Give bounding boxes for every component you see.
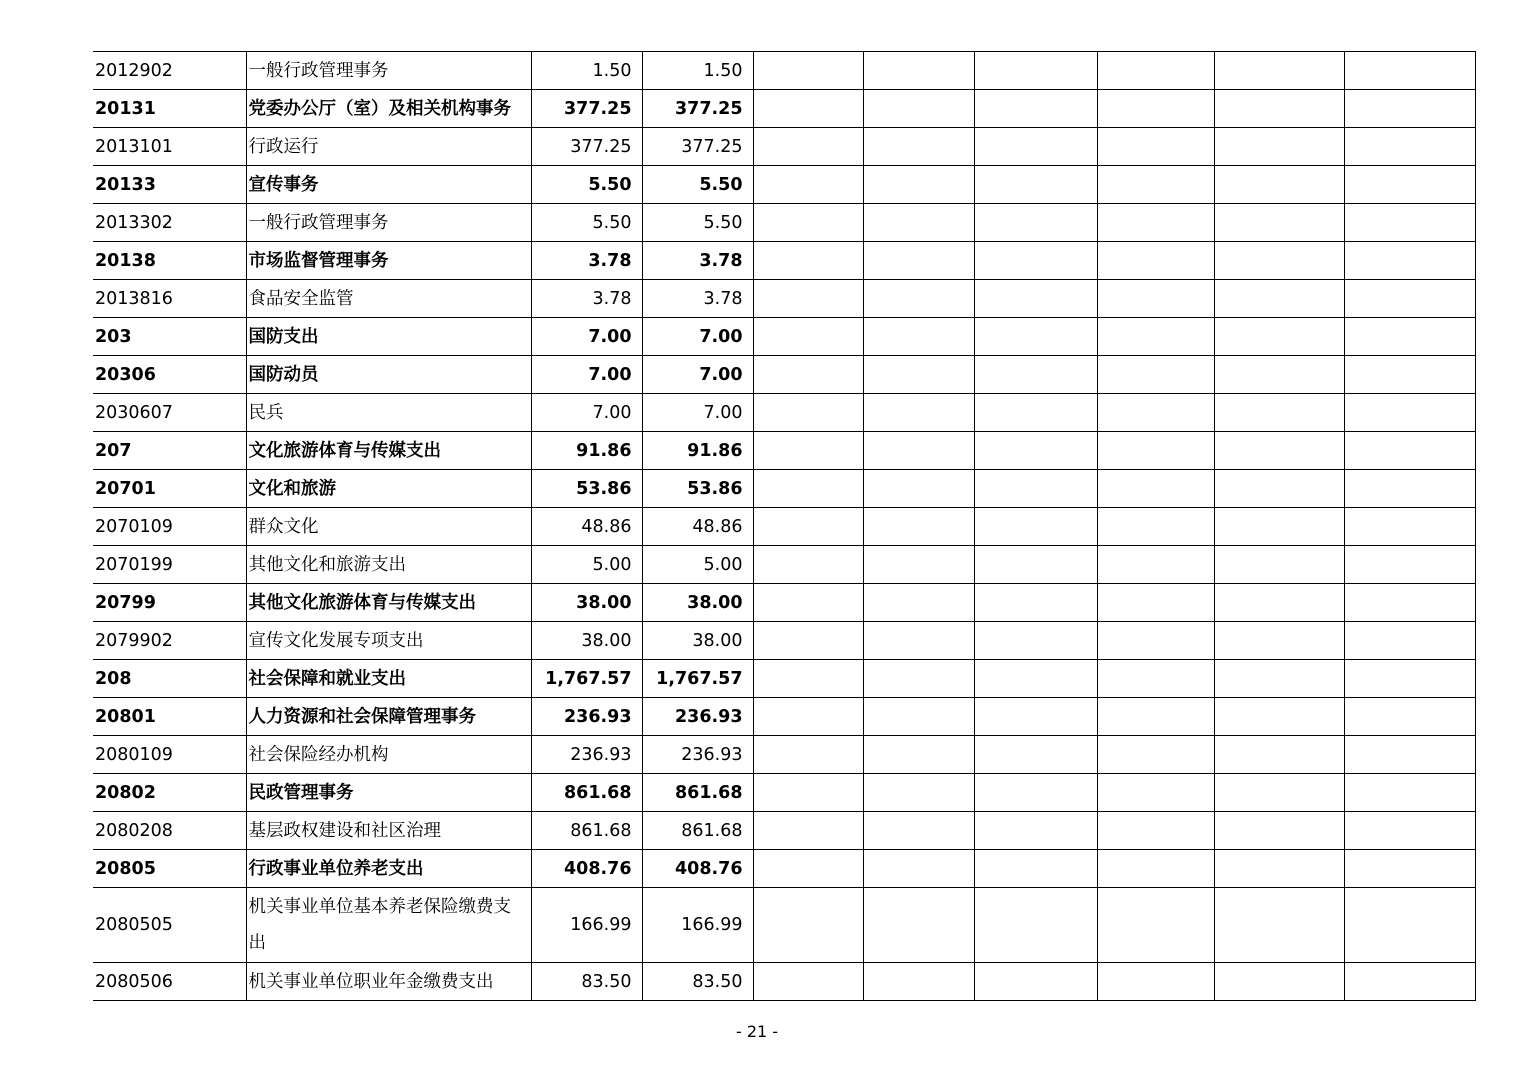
empty-cell <box>1344 394 1475 432</box>
empty-cell <box>863 204 974 242</box>
empty-cell <box>1097 242 1214 280</box>
empty-cell <box>863 546 974 584</box>
amount-cell: 7.00 <box>531 356 642 394</box>
name-cell: 基层政权建设和社区治理 <box>246 812 531 850</box>
table-row <box>93 280 1475 318</box>
empty-cell <box>974 204 1097 242</box>
empty-cell <box>863 508 974 546</box>
table-row <box>93 394 1475 432</box>
empty-cell <box>1344 432 1475 470</box>
empty-cell <box>1097 128 1214 166</box>
empty-cell <box>1344 698 1475 736</box>
amount-cell: 377.25 <box>642 128 753 166</box>
empty-cell <box>1344 850 1475 888</box>
empty-cell <box>753 394 863 432</box>
table-row <box>93 470 1475 508</box>
empty-cell <box>1344 166 1475 204</box>
amount-cell: 48.86 <box>531 508 642 546</box>
empty-cell <box>753 508 863 546</box>
table-row <box>93 128 1475 166</box>
empty-cell <box>1344 280 1475 318</box>
empty-cell <box>1214 660 1344 698</box>
empty-cell <box>1344 318 1475 356</box>
empty-cell <box>863 963 974 1001</box>
name-cell: 文化和旅游 <box>246 470 531 508</box>
empty-cell <box>1214 850 1344 888</box>
empty-cell <box>1344 584 1475 622</box>
empty-cell <box>753 584 863 622</box>
empty-cell <box>863 280 974 318</box>
name-cell: 人力资源和社会保障管理事务 <box>246 698 531 736</box>
empty-cell <box>974 508 1097 546</box>
empty-cell <box>1214 546 1344 584</box>
amount-cell: 38.00 <box>531 622 642 660</box>
amount-cell: 5.00 <box>642 546 753 584</box>
code-cell: 20701 <box>93 470 246 508</box>
code-cell: 2012902 <box>93 52 246 90</box>
name-cell: 社会保险经办机构 <box>246 736 531 774</box>
table-row <box>93 204 1475 242</box>
empty-cell <box>974 394 1097 432</box>
empty-cell <box>974 736 1097 774</box>
empty-cell <box>863 774 974 812</box>
code-cell: 20131 <box>93 90 246 128</box>
code-cell: 2079902 <box>93 622 246 660</box>
empty-cell <box>1214 508 1344 546</box>
code-cell: 2013302 <box>93 204 246 242</box>
empty-cell <box>863 622 974 660</box>
amount-cell: 7.00 <box>642 356 753 394</box>
table-row <box>93 52 1475 90</box>
empty-cell <box>753 888 863 963</box>
empty-cell <box>863 470 974 508</box>
amount-cell: 3.78 <box>531 242 642 280</box>
empty-cell <box>1214 128 1344 166</box>
empty-cell <box>1097 774 1214 812</box>
empty-cell <box>1097 52 1214 90</box>
amount-cell: 408.76 <box>531 850 642 888</box>
empty-cell <box>1344 52 1475 90</box>
empty-cell <box>1097 736 1214 774</box>
empty-cell <box>863 52 974 90</box>
empty-cell <box>863 242 974 280</box>
empty-cell <box>1214 432 1344 470</box>
name-cell: 市场监督管理事务 <box>246 242 531 280</box>
empty-cell <box>753 736 863 774</box>
empty-cell <box>1214 736 1344 774</box>
table-row <box>93 90 1475 128</box>
amount-cell: 1.50 <box>531 52 642 90</box>
table-row <box>93 774 1475 812</box>
amount-cell: 861.68 <box>642 774 753 812</box>
empty-cell <box>1214 242 1344 280</box>
empty-cell <box>1214 166 1344 204</box>
name-cell: 一般行政管理事务 <box>246 52 531 90</box>
empty-cell <box>1214 52 1344 90</box>
empty-cell <box>1097 812 1214 850</box>
empty-cell <box>1344 356 1475 394</box>
empty-cell <box>974 584 1097 622</box>
empty-cell <box>753 963 863 1001</box>
empty-cell <box>974 888 1097 963</box>
code-cell: 2080505 <box>93 888 246 963</box>
empty-cell <box>1097 546 1214 584</box>
empty-cell <box>1214 318 1344 356</box>
empty-cell <box>974 318 1097 356</box>
empty-cell <box>1097 470 1214 508</box>
name-cell: 其他文化和旅游支出 <box>246 546 531 584</box>
amount-cell: 1.50 <box>642 52 753 90</box>
amount-cell: 236.93 <box>531 698 642 736</box>
empty-cell <box>1097 394 1214 432</box>
amount-cell: 236.93 <box>642 698 753 736</box>
empty-cell <box>753 90 863 128</box>
empty-cell <box>863 698 974 736</box>
empty-cell <box>1214 698 1344 736</box>
empty-cell <box>863 166 974 204</box>
empty-cell <box>753 622 863 660</box>
table-row <box>93 850 1475 888</box>
empty-cell <box>1214 812 1344 850</box>
empty-cell <box>974 90 1097 128</box>
empty-cell <box>974 432 1097 470</box>
empty-cell <box>974 812 1097 850</box>
empty-cell <box>753 432 863 470</box>
amount-cell: 377.25 <box>642 90 753 128</box>
table-row <box>93 356 1475 394</box>
name-cell: 国防动员 <box>246 356 531 394</box>
code-cell: 20799 <box>93 584 246 622</box>
empty-cell <box>1344 546 1475 584</box>
empty-cell <box>753 356 863 394</box>
table-row <box>93 963 1475 1001</box>
amount-cell: 53.86 <box>642 470 753 508</box>
code-cell: 20138 <box>93 242 246 280</box>
table-row <box>93 242 1475 280</box>
empty-cell <box>753 166 863 204</box>
amount-cell: 53.86 <box>531 470 642 508</box>
name-cell: 行政事业单位养老支出 <box>246 850 531 888</box>
table-row <box>93 888 1475 963</box>
empty-cell <box>1214 584 1344 622</box>
amount-cell: 38.00 <box>531 584 642 622</box>
empty-cell <box>753 52 863 90</box>
empty-cell <box>1097 318 1214 356</box>
amount-cell: 7.00 <box>531 318 642 356</box>
amount-cell: 5.50 <box>531 166 642 204</box>
name-cell: 群众文化 <box>246 508 531 546</box>
empty-cell <box>1097 584 1214 622</box>
empty-cell <box>753 698 863 736</box>
code-cell: 208 <box>93 660 246 698</box>
amount-cell: 83.50 <box>531 963 642 1001</box>
table-row <box>93 508 1475 546</box>
empty-cell <box>863 90 974 128</box>
amount-cell: 377.25 <box>531 128 642 166</box>
name-cell: 文化旅游体育与传媒支出 <box>246 432 531 470</box>
name-cell: 机关事业单位职业年金缴费支出 <box>246 963 531 1001</box>
amount-cell: 38.00 <box>642 584 753 622</box>
amount-cell: 861.68 <box>642 812 753 850</box>
empty-cell <box>1097 508 1214 546</box>
name-cell: 党委办公厅（室）及相关机构事务 <box>246 90 531 128</box>
empty-cell <box>1097 963 1214 1001</box>
empty-cell <box>1097 166 1214 204</box>
empty-cell <box>1344 128 1475 166</box>
empty-cell <box>1097 432 1214 470</box>
code-cell: 20306 <box>93 356 246 394</box>
empty-cell <box>753 774 863 812</box>
amount-cell: 1,767.57 <box>531 660 642 698</box>
name-cell: 食品安全监管 <box>246 280 531 318</box>
empty-cell <box>1214 774 1344 812</box>
table-row <box>93 736 1475 774</box>
empty-cell <box>974 128 1097 166</box>
amount-cell: 91.86 <box>531 432 642 470</box>
empty-cell <box>753 242 863 280</box>
empty-cell <box>1344 508 1475 546</box>
empty-cell <box>974 280 1097 318</box>
amount-cell: 5.50 <box>531 204 642 242</box>
empty-cell <box>863 736 974 774</box>
empty-cell <box>974 52 1097 90</box>
empty-cell <box>1344 660 1475 698</box>
table-row <box>93 546 1475 584</box>
empty-cell <box>974 963 1097 1001</box>
amount-cell: 3.78 <box>642 280 753 318</box>
amount-cell: 5.00 <box>531 546 642 584</box>
table-row <box>93 660 1475 698</box>
amount-cell: 3.78 <box>642 242 753 280</box>
empty-cell <box>1214 280 1344 318</box>
empty-cell <box>863 356 974 394</box>
code-cell: 2030607 <box>93 394 246 432</box>
empty-cell <box>974 356 1097 394</box>
amount-cell: 7.00 <box>531 394 642 432</box>
amount-cell: 1,767.57 <box>642 660 753 698</box>
code-cell: 20802 <box>93 774 246 812</box>
table-row <box>93 812 1475 850</box>
code-cell: 20805 <box>93 850 246 888</box>
empty-cell <box>1097 90 1214 128</box>
name-cell: 民政管理事务 <box>246 774 531 812</box>
empty-cell <box>863 318 974 356</box>
empty-cell <box>863 888 974 963</box>
empty-cell <box>753 850 863 888</box>
empty-cell <box>1344 204 1475 242</box>
empty-cell <box>1097 850 1214 888</box>
empty-cell <box>753 280 863 318</box>
empty-cell <box>1344 736 1475 774</box>
amount-cell: 166.99 <box>531 888 642 963</box>
name-cell: 其他文化旅游体育与传媒支出 <box>246 584 531 622</box>
empty-cell <box>753 812 863 850</box>
empty-cell <box>1097 204 1214 242</box>
table-row <box>93 584 1475 622</box>
name-cell: 机关事业单位基本养老保险缴费支出 <box>246 888 531 963</box>
empty-cell <box>1214 470 1344 508</box>
empty-cell <box>1344 888 1475 963</box>
amount-cell: 7.00 <box>642 318 753 356</box>
empty-cell <box>1097 622 1214 660</box>
empty-cell <box>753 546 863 584</box>
empty-cell <box>863 394 974 432</box>
empty-cell <box>863 660 974 698</box>
code-cell: 2080506 <box>93 963 246 1001</box>
empty-cell <box>974 166 1097 204</box>
code-cell: 2080109 <box>93 736 246 774</box>
name-cell: 社会保障和就业支出 <box>246 660 531 698</box>
empty-cell <box>1344 622 1475 660</box>
empty-cell <box>1214 394 1344 432</box>
table-row <box>93 166 1475 204</box>
amount-cell: 861.68 <box>531 774 642 812</box>
empty-cell <box>753 660 863 698</box>
empty-cell <box>974 698 1097 736</box>
name-cell: 宣传文化发展专项支出 <box>246 622 531 660</box>
empty-cell <box>863 812 974 850</box>
table-row <box>93 432 1475 470</box>
name-cell: 民兵 <box>246 394 531 432</box>
empty-cell <box>1097 888 1214 963</box>
name-cell: 国防支出 <box>246 318 531 356</box>
empty-cell <box>1097 660 1214 698</box>
name-cell: 一般行政管理事务 <box>246 204 531 242</box>
amount-cell: 236.93 <box>642 736 753 774</box>
amount-cell: 83.50 <box>642 963 753 1001</box>
amount-cell: 91.86 <box>642 432 753 470</box>
amount-cell: 861.68 <box>531 812 642 850</box>
empty-cell <box>974 470 1097 508</box>
empty-cell <box>863 128 974 166</box>
code-cell: 20133 <box>93 166 246 204</box>
empty-cell <box>974 774 1097 812</box>
amount-cell: 377.25 <box>531 90 642 128</box>
empty-cell <box>1344 470 1475 508</box>
empty-cell <box>1344 774 1475 812</box>
table-row <box>93 318 1475 356</box>
empty-cell <box>1214 963 1344 1001</box>
name-cell: 宣传事务 <box>246 166 531 204</box>
amount-cell: 5.50 <box>642 166 753 204</box>
empty-cell <box>753 470 863 508</box>
amount-cell: 408.76 <box>642 850 753 888</box>
empty-cell <box>1344 242 1475 280</box>
amount-cell: 236.93 <box>531 736 642 774</box>
code-cell: 2013101 <box>93 128 246 166</box>
amount-cell: 7.00 <box>642 394 753 432</box>
code-cell: 2070199 <box>93 546 246 584</box>
code-cell: 2013816 <box>93 280 246 318</box>
budget-table <box>93 51 1476 1001</box>
empty-cell <box>863 432 974 470</box>
code-cell: 2080208 <box>93 812 246 850</box>
code-cell: 203 <box>93 318 246 356</box>
empty-cell <box>974 622 1097 660</box>
empty-cell <box>1344 812 1475 850</box>
empty-cell <box>1214 356 1344 394</box>
empty-cell <box>974 850 1097 888</box>
empty-cell <box>753 318 863 356</box>
code-cell: 2070109 <box>93 508 246 546</box>
empty-cell <box>1097 356 1214 394</box>
amount-cell: 3.78 <box>531 280 642 318</box>
empty-cell <box>863 584 974 622</box>
empty-cell <box>1214 90 1344 128</box>
amount-cell: 5.50 <box>642 204 753 242</box>
empty-cell <box>974 660 1097 698</box>
empty-cell <box>974 242 1097 280</box>
empty-cell <box>1097 698 1214 736</box>
empty-cell <box>1344 90 1475 128</box>
empty-cell <box>1214 622 1344 660</box>
amount-cell: 166.99 <box>642 888 753 963</box>
amount-cell: 38.00 <box>642 622 753 660</box>
empty-cell <box>863 850 974 888</box>
table-body <box>93 52 1475 1001</box>
empty-cell <box>1214 204 1344 242</box>
page-number: - 21 - <box>735 1022 779 1041</box>
code-cell: 20801 <box>93 698 246 736</box>
name-cell: 行政运行 <box>246 128 531 166</box>
empty-cell <box>1214 888 1344 963</box>
empty-cell <box>1344 963 1475 1001</box>
empty-cell <box>753 204 863 242</box>
table-row <box>93 698 1475 736</box>
amount-cell: 48.86 <box>642 508 753 546</box>
empty-cell <box>753 128 863 166</box>
empty-cell <box>1097 280 1214 318</box>
empty-cell <box>974 546 1097 584</box>
code-cell: 207 <box>93 432 246 470</box>
table-row <box>93 622 1475 660</box>
